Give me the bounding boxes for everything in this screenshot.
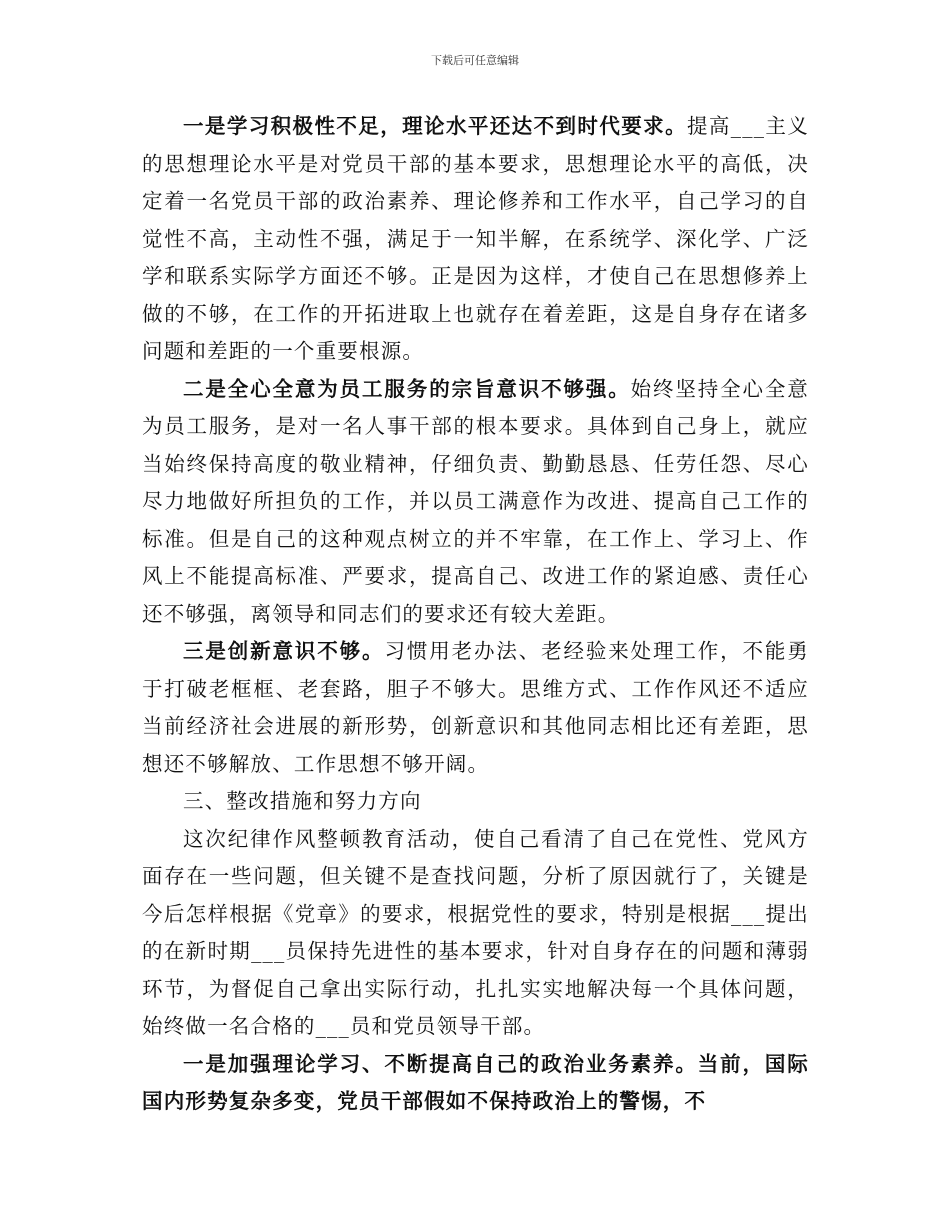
paragraph-study-enthusiasm xyxy=(142,108,809,371)
paragraph-rectification-intro: 这次纪律作风整顿教育活动，使自己看清了自己在党性、党风方面存在一些问题，但关键不是查找问题，分析了原因就行了，关键是今后怎样根据《党章》的要求，根据党性的要求，特别是根据___提出的在新时期___员保持先进性的基本要求，针对自身存在的问题和薄弱环节，为督促自己拿出实际行动，扎扎实实地解决每一个具体问题，始终做一名合格的___员和党员领导干部。 xyxy=(142,826,809,1038)
document-body xyxy=(142,108,809,1121)
paragraph-service-awareness xyxy=(142,371,809,634)
paragraph-lead: 二是全心全意为员工服务的宗旨意识不够强。 xyxy=(183,376,631,401)
paragraph-body: 提高___主义的思想理论水平是对党员干部的基本要求，思想理论水平的高低，决定着一名党员干部的政治素养、理论修养和工作水平，自己学习的自觉性不高，主动性不强，满足于一知半解，在系统学、深化学、广泛学和联系实际学方面还不够。正是因为这样，才使自己在思想修养上做的不够，在工作的开拓进取上也就存在着差距，这是自身存在诸多问题和差距的一个重要根源。 xyxy=(142,114,809,363)
paragraph-lead: 一是学习积极性不足，理论水平还达不到时代要求。 xyxy=(183,114,687,138)
paragraph-theory-study: 一是加强理论学习、不断提高自己的政治业务素养。当前，国际国内形势复杂多变，党员干部假如不保持政治上的警惕，不 xyxy=(142,1051,809,1113)
paragraph-innovation xyxy=(142,633,809,783)
paragraph-body: 始终坚持全心全意为员工服务，是对一名人事干部的根本要求。具体到自己身上，就应当始终保持高度的敬业精神，仔细负责、勤勤恳恳、任劳任怨、尽心尽力地做好所担负的工作，并以员工满意作为改进、提高自己工作的标准。但是自己的这种观点树立的并不牢靠，在工作上、学习上、作风上不能提高标准、严要求，提高自己、改进工作的紧迫感、责任心还不够强，离领导和同志们的要求还有较大差距。 xyxy=(142,376,809,626)
paragraph-lead: 三是创新意识不够。 xyxy=(183,639,385,663)
paragraph-body: 习惯用老办法、老经验来处理工作，不能勇于打破老框框、老套路，胆子不够大。思维方式、工作作风还不适应当前经济社会进展的新形势，创新意识和其他同志相比还有差距，思想还不够解放、工作思想不够开阔。 xyxy=(142,639,809,776)
section-heading: 三、整改措施和努力方向 xyxy=(183,789,422,813)
page-header-note: 下载后可任意编辑 xyxy=(431,54,519,67)
